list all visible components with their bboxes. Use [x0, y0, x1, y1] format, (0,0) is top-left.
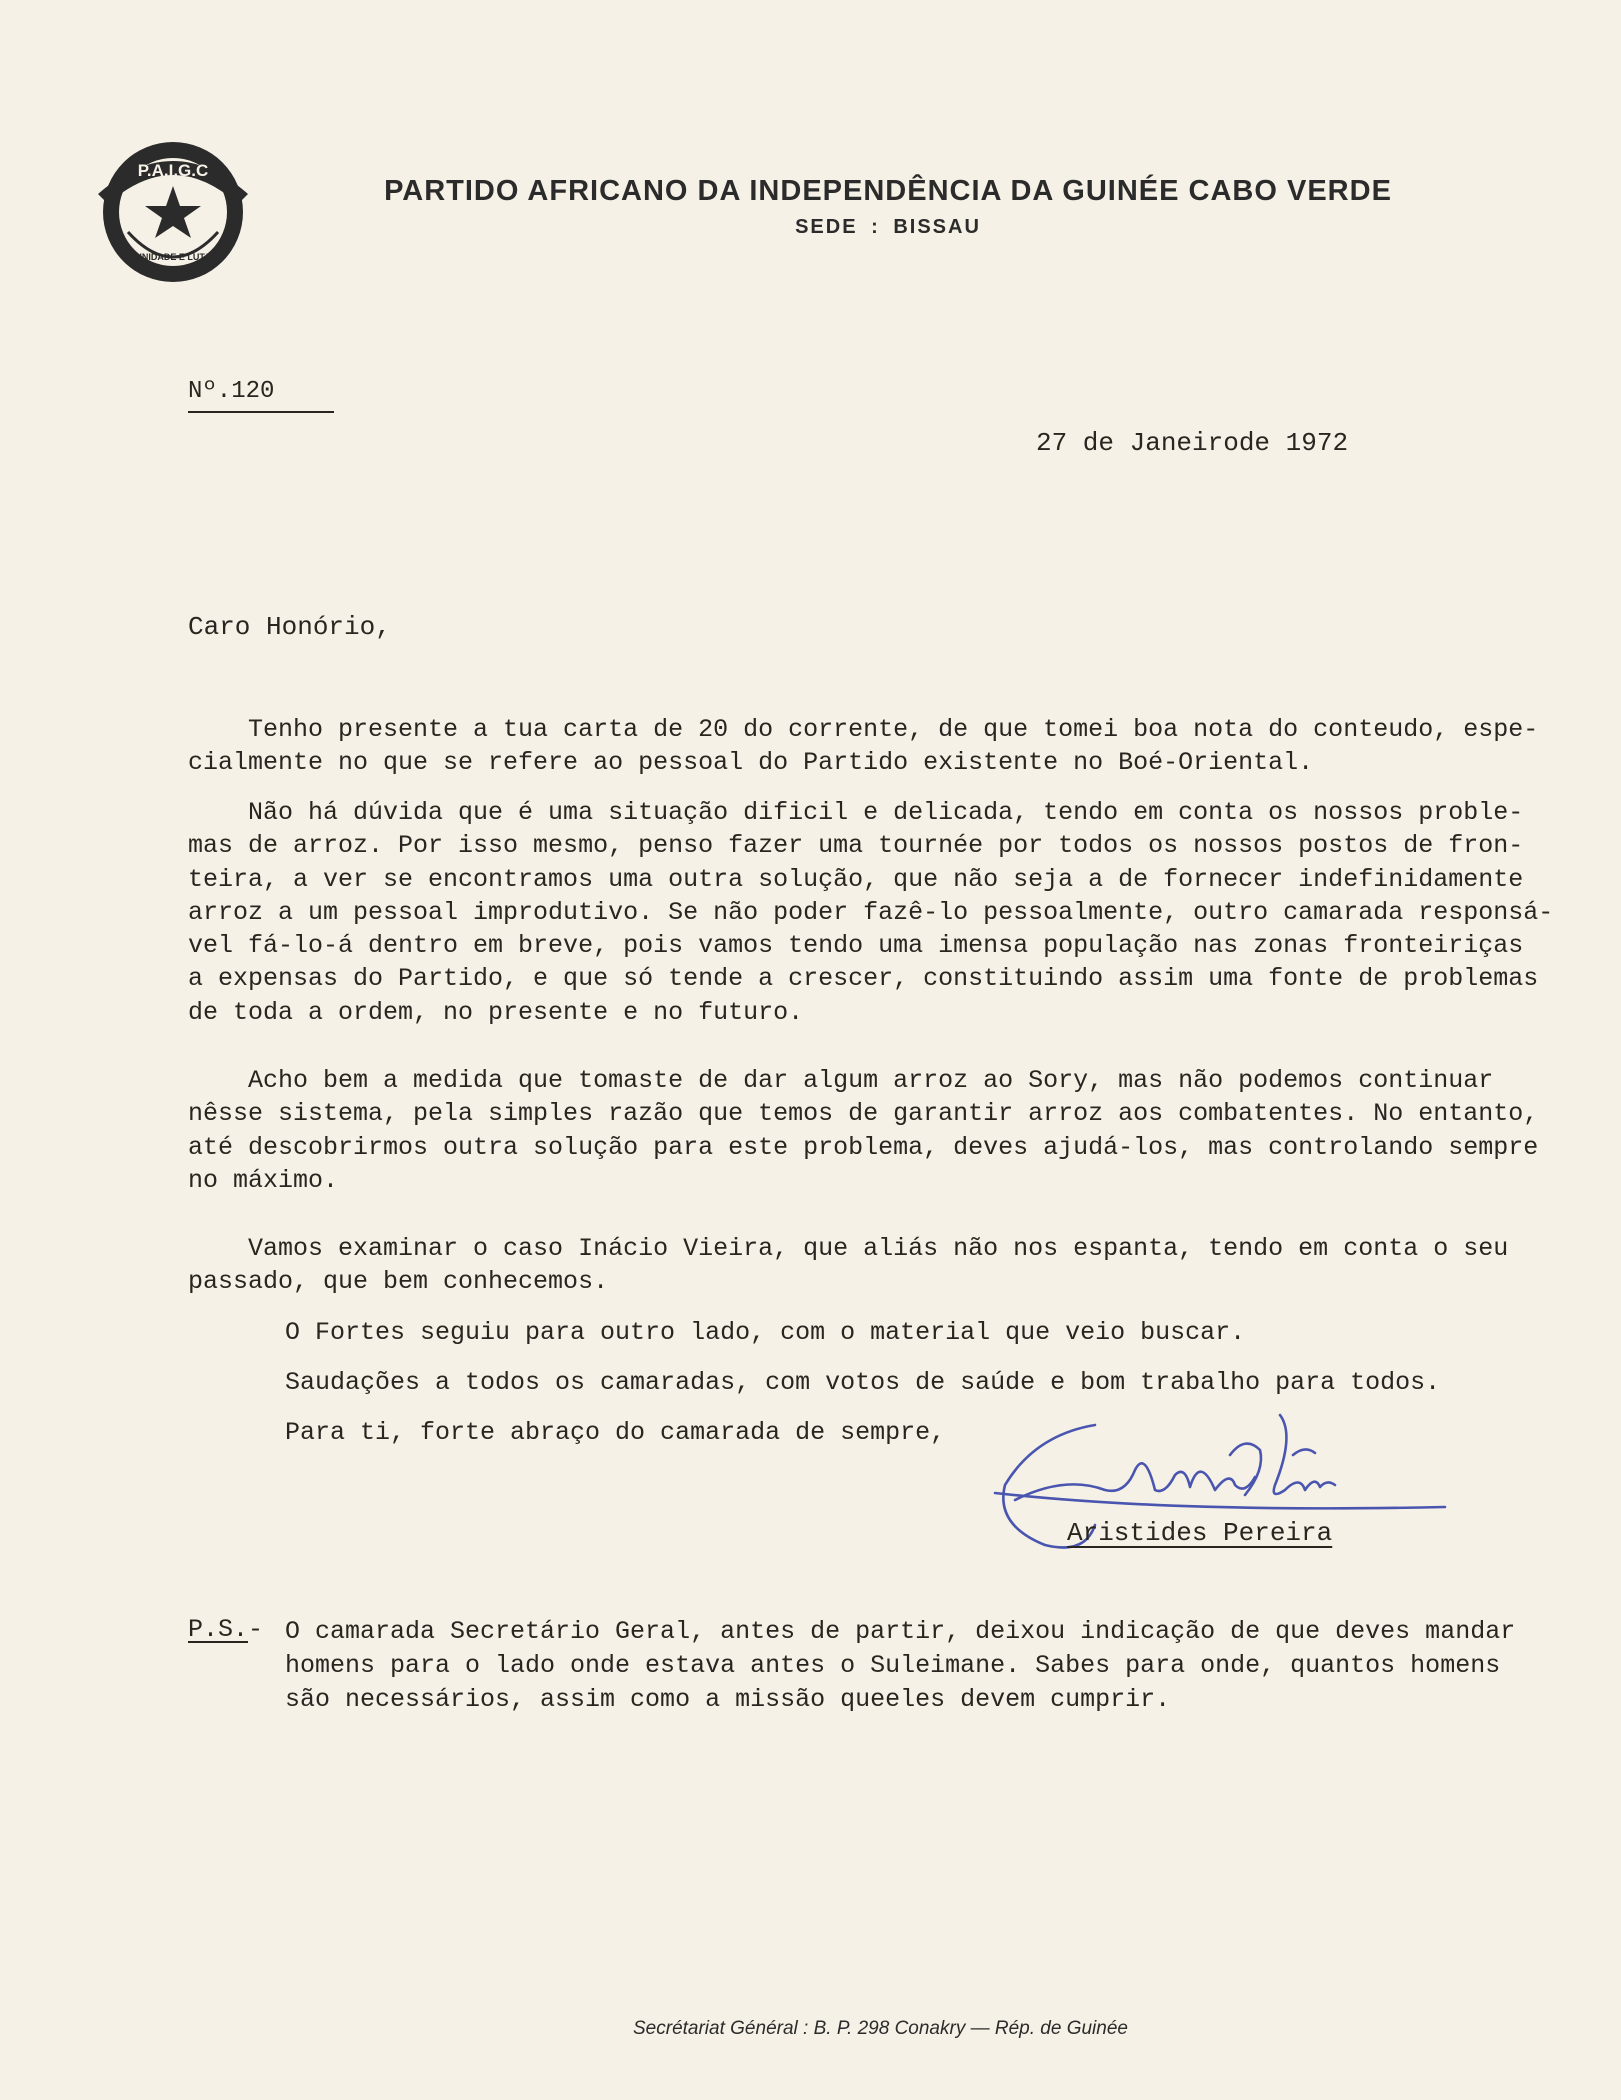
logo-text: P.A.I.G.C: [137, 161, 209, 180]
postscript-line: homens para o lado onde estava antes o Suleimane. Sabes para onde, quantos homens: [285, 1651, 1501, 1680]
body-paragraph-2: [188, 796, 1621, 1029]
handwritten-signature: [975, 1395, 1455, 1575]
closing-line-3: Para ti, forte abraço do camarada de sempre,: [285, 1418, 946, 1447]
letter-date: 27 de Janeirode 1972: [1036, 428, 1349, 458]
paragraph-line: teira, a ver se encontramos uma outra solução, que não seja a de fornecer indefinidamente: [188, 864, 1524, 894]
closing-line-1: O Fortes seguiu para outro lado, com o material que veio buscar.: [285, 1318, 1246, 1347]
body-paragraph-4: [188, 1232, 1621, 1299]
postscript-body: [285, 1615, 1515, 1717]
postscript-line: são necessários, assim como a missão queeles devem cumprir.: [285, 1685, 1171, 1714]
paragraph-line: arroz a um pessoal improdutivo. Se não poder fazê-lo pessoalmente, outro camarada responsá-: [188, 897, 1554, 927]
paragraph-line: até descobrirmos outra solução para este problema, deves ajudá-los, mas controlando sempre: [188, 1132, 1539, 1162]
paragraph-line: Vamos examinar o caso Inácio Vieira, que aliás não nos espanta, tendo em conta o seu: [188, 1234, 1509, 1263]
postscript-label-text: P.S.: [188, 1615, 249, 1644]
paragraph-line: Não há dúvida que é uma situação dificil e delicada, tendo em conta os nossos proble-: [188, 798, 1524, 827]
organization-name: PARTIDO AFRICANO DA INDEPENDÊNCIA DA GUINÉE CABO VERDE: [384, 175, 1392, 207]
closing-line-2: Saudações a todos os camaradas, com votos de saúde e bom trabalho para todos.: [285, 1368, 1441, 1397]
postscript-dash: -: [248, 1615, 264, 1644]
paragraph-line: no máximo.: [188, 1165, 339, 1195]
paragraph-line: nêsse sistema, pela simples razão que temos de garantir arroz aos combatentes. No entanto,: [188, 1099, 1539, 1129]
paragraph-line: mas de arroz. Por isso mesmo, penso fazer uma tournée por todos os nossos postos de fron-: [188, 831, 1524, 861]
paragraph-line: Tenho presente a tua carta de 20 do corrente, de que tomei boa nota do conteudo, espe-: [188, 715, 1539, 744]
paigc-emblem-logo: [88, 132, 258, 288]
paragraph-line: a expensas do Partido, e que só tende a crescer, constituindo assim uma fonte de problemas: [188, 964, 1539, 994]
organization-seat: SEDE : BISSAU: [795, 216, 981, 238]
logo-motto: UNIDADE E LUTA: [135, 252, 211, 262]
postscript-label: [188, 1615, 263, 1644]
postscript-line: O camarada Secretário Geral, antes de partir, deixou indicação de que deves mandar: [285, 1617, 1516, 1646]
paragraph-line: Acho bem a medida que tomaste de dar algum arroz ao Sory, mas não podemos continuar: [188, 1066, 1494, 1095]
body-paragraph-1: [188, 713, 1621, 780]
reference-number: Nº.120: [188, 378, 334, 413]
footer-address: Secrétariat Général : B. P. 298 Conakry — Rép. de Guinée: [633, 2018, 1128, 2039]
signer-name: Aristides Pereira: [1067, 1518, 1333, 1548]
paragraph-line: cialmente no que se refere ao pessoal do Partido existente no Boé-Oriental.: [188, 748, 1314, 778]
body-paragraph-3: [188, 1064, 1621, 1197]
paragraph-line: passado, que bem conhecemos.: [188, 1267, 609, 1297]
salutation: Caro Honório,: [188, 612, 391, 642]
paragraph-line: de toda a ordem, no presente e no futuro.: [188, 997, 804, 1027]
paragraph-line: vel fá-lo-á dentro em breve, pois vamos tendo uma imensa população nas zonas fronteiriças: [188, 931, 1524, 961]
